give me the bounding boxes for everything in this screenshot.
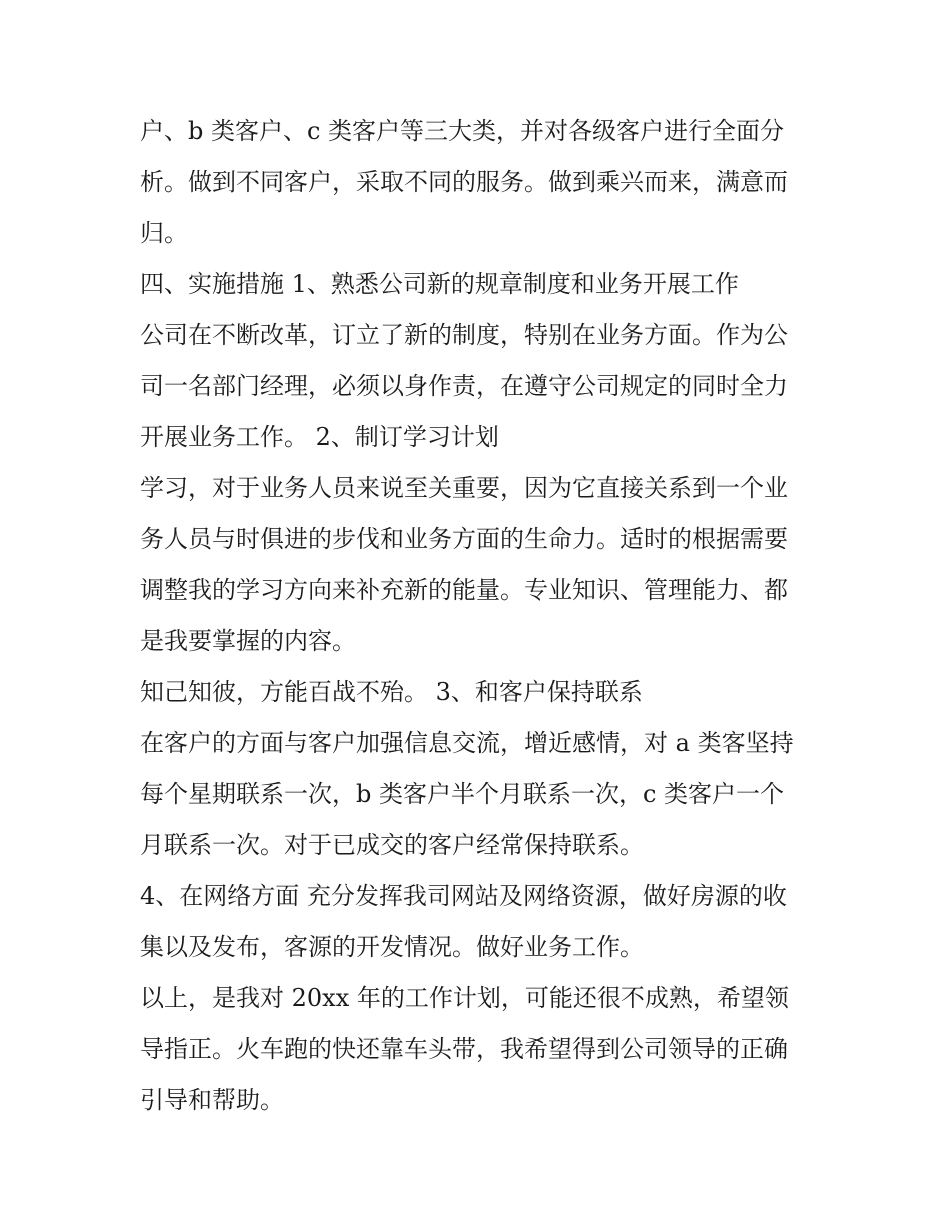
text-line: 4、在网络方面 充分发挥我司网站及网络资源，做好房源的收 [140,882,787,910]
text-line: 引导和帮助。 [140,1086,284,1114]
text-line: 调整我的学习方向来补充新的能量。专业知识、管理能力、都 [140,576,788,604]
text-line: 公司在不断改革，订立了新的制度，特别在业务方面。作为公 [140,321,788,349]
text-line: 归。 [140,219,188,247]
text-line: 在客户的方面与客户加强信息交流，增近感情，对 a 类客坚持 [140,729,794,757]
text-line: 司一名部门经理，必须以身作责，在遵守公司规定的同时全力 [140,372,788,400]
text-line: 是我要掌握的内容。 [140,627,356,655]
text-line: 户、b 类客户、c 类客户等三大类，并对各级客户进行全面分 [140,117,785,145]
text-line: 月联系一次。对于已成交的客户经常保持联系。 [140,831,644,859]
text-line: 集以及发布，客源的开发情况。做好业务工作。 [140,933,644,961]
text-line: 每个星期联系一次，b 类客户半个月联系一次，c 类客户一个 [140,780,785,808]
document-body [140,106,820,1126]
text-line: 学习，对于业务人员来说至关重要，因为它直接关系到一个业 [140,474,788,502]
text-line: 析。做到不同客户，采取不同的服务。做到乘兴而来，满意而 [140,168,788,196]
text-line: 以上，是我对 20xx 年的工作计划，可能还很不成熟，希望领 [140,984,789,1012]
text-line: 务人员与时俱进的步伐和业务方面的生命力。适时的根据需要 [140,525,788,553]
text-line: 导指正。火车跑的快还靠车头带，我希望得到公司领导的正确 [140,1035,788,1063]
section-heading-measures: 四、实施措施 1、熟悉公司新的规章制度和业务开展工作 [140,270,739,298]
text-line: 知己知彼，方能百战不殆。 3、和客户保持联系 [140,678,643,706]
text-line: 开展业务工作。 2、制订学习计划 [140,423,499,451]
